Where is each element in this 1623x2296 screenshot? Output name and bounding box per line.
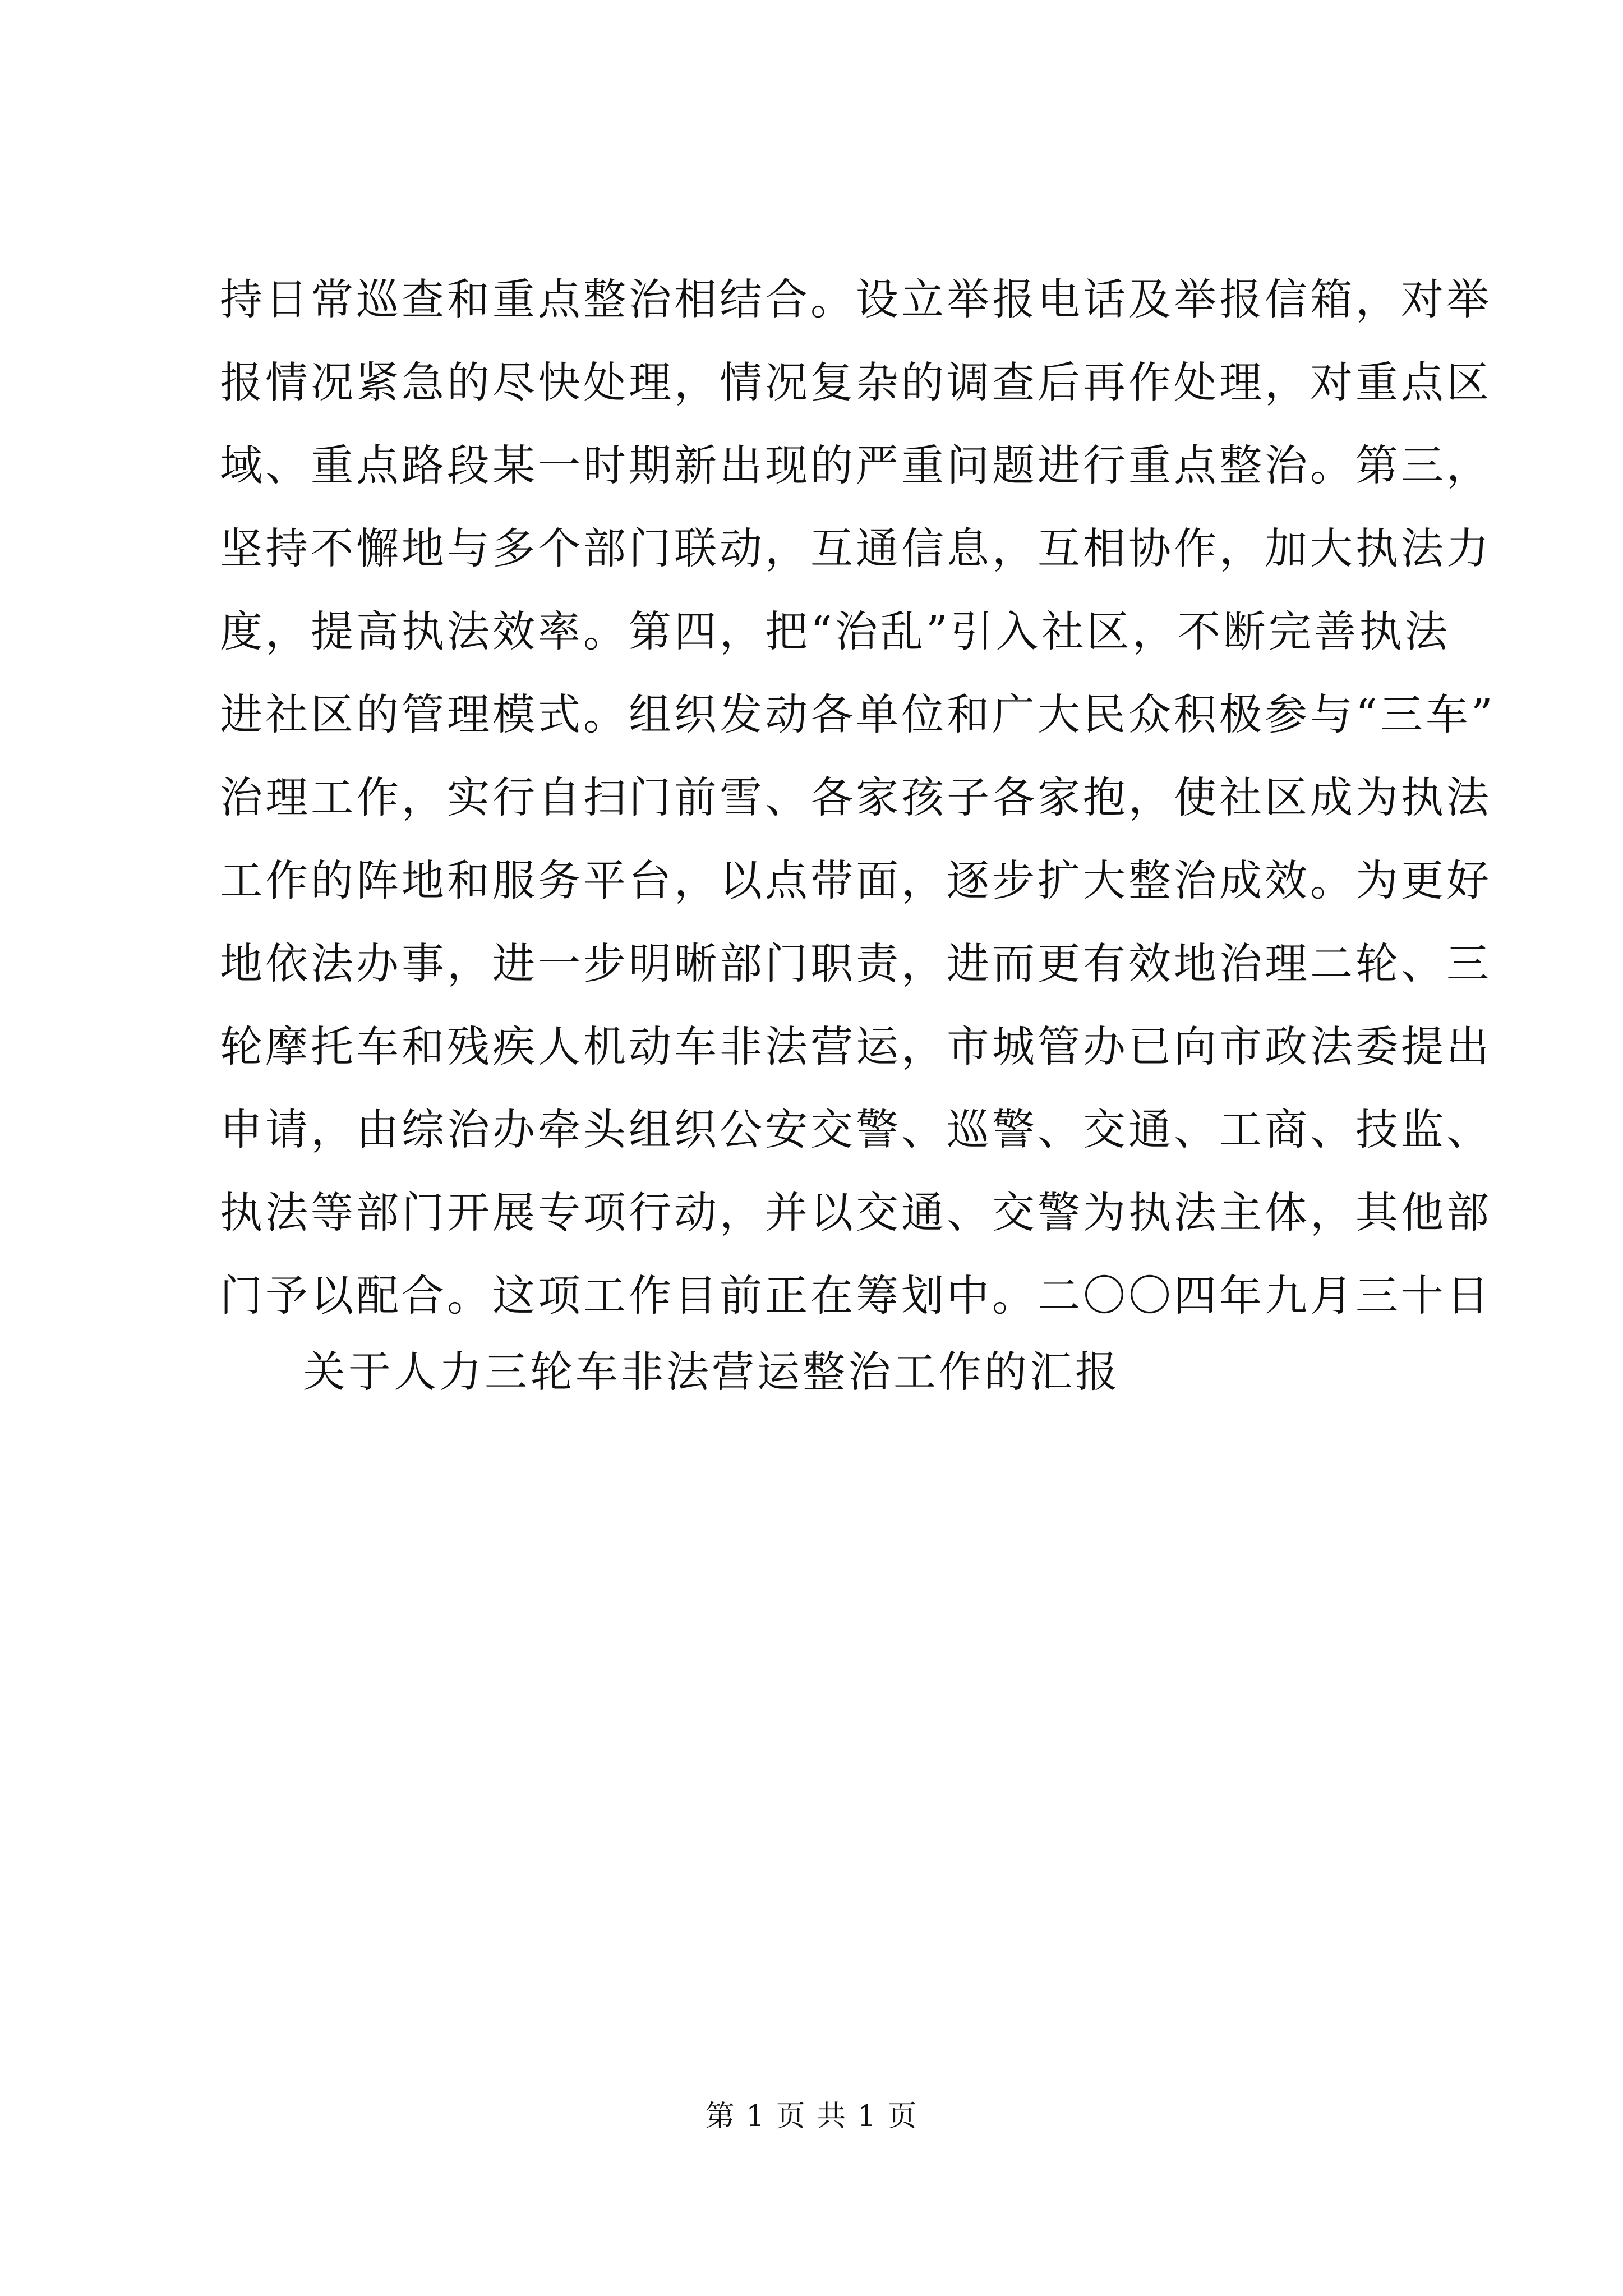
body-paragraph (220, 258, 1496, 1337)
text-line: 工作的阵地和服务平台，以点带面，逐步扩大整治成效。为更好 (220, 855, 1492, 905)
text-line: 轮摩托车和残疾人机动车非法营运，市城管办已向市政法委提出 (220, 1022, 1492, 1071)
page-number-footer: 第 1 页 共 1 页 (705, 2100, 918, 2133)
text-line: 执法等部门开展专项行动，并以交通、交警为执法主体，其他部 (220, 1188, 1492, 1237)
text-line: 申请，由综治办牵头组织公安交警、巡警、交通、工商、技监、 (220, 1105, 1492, 1154)
text-line: 报情况紧急的尽快处理，情况复杂的调查后再作处理，对重点区 (220, 357, 1492, 407)
text-line: 门予以配合。这项工作目前正在筹划中。二〇〇四年九月三十日 (220, 1271, 1492, 1320)
text-line: 坚持不懈地与多个部门联动，互通信息，互相协作，加大执法力 (220, 523, 1492, 573)
text-line: 治理工作，实行自扫门前雪、各家孩子各家抱，使社区成为执法 (220, 772, 1492, 822)
text-line: 度，提高执法效率。第四，把“治乱”引入社区，不断完善执法 (220, 606, 1450, 656)
text-line: 持日常巡查和重点整治相结合。设立举报电话及举报信箱，对举 (220, 274, 1492, 324)
text-line: 进社区的管理模式。组织发动各单位和广大民众积极参与“三车” (220, 689, 1496, 739)
text-line: 地依法办事，进一步明晰部门职责，进而更有效地治理二轮、三 (220, 938, 1492, 988)
report-title: 关于人力三轮车非法营运整治工作的汇报 (303, 1347, 1121, 1397)
text-line: 域、重点路段某一时期新出现的严重问题进行重点整治。第三， (220, 440, 1492, 490)
